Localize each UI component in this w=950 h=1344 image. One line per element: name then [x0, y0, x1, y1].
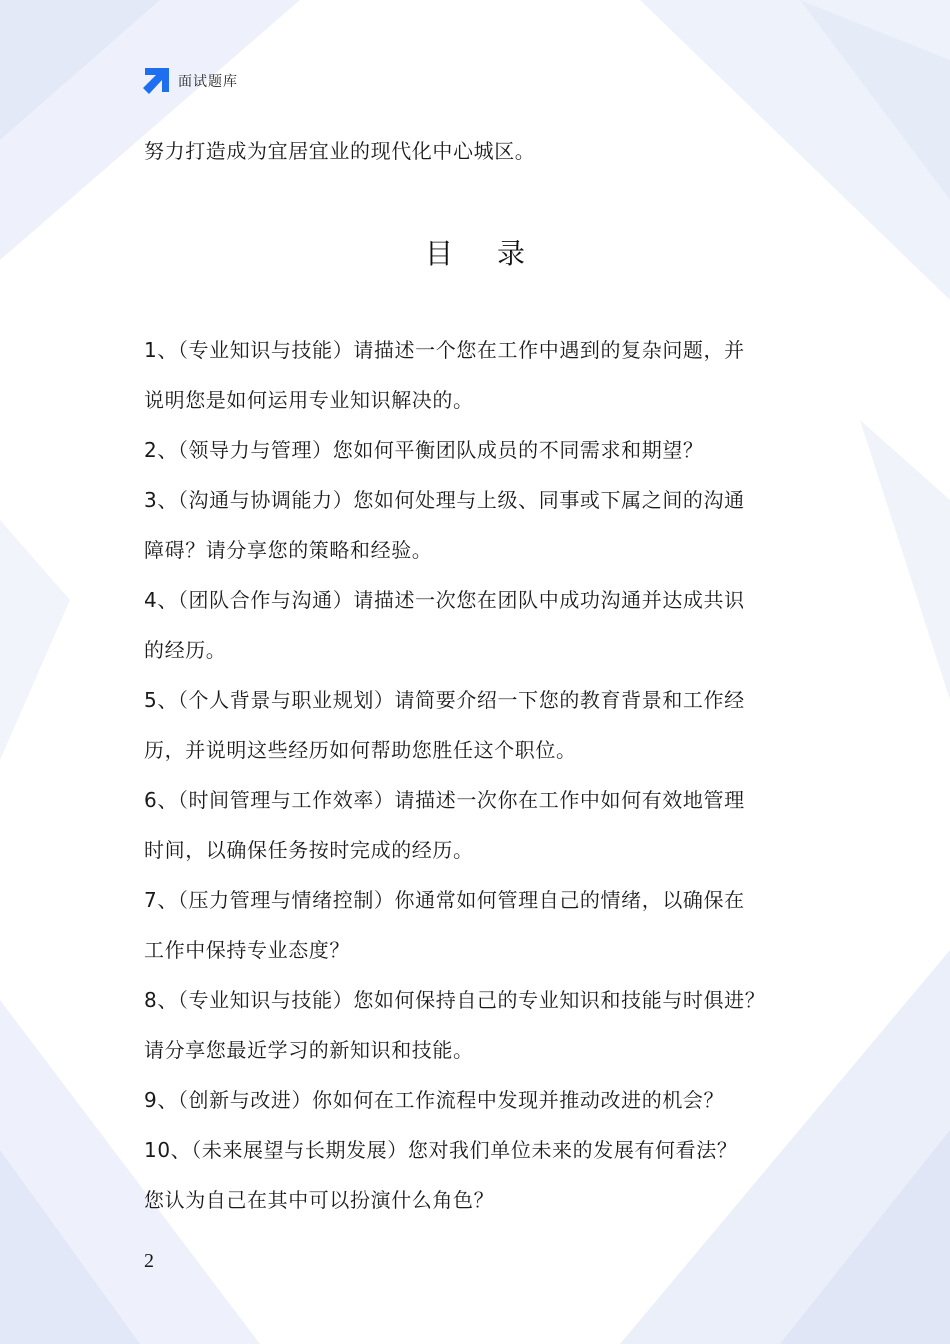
toc-line: 的经历。	[144, 638, 227, 662]
brand-name: 面试题库	[178, 74, 238, 90]
toc-line: 10、（未来展望与长期发展）您对我们单位未来的发展有何看法？	[144, 1138, 738, 1162]
toc-line: 4、（团队合作与沟通）请描述一次您在团队中成功沟通并达成共识	[144, 588, 745, 612]
toc-line: 5、（个人背景与职业规划）请简要介绍一下您的教育背景和工作经	[144, 688, 745, 712]
toc-line: 说明您是如何运用专业知识解决的。	[144, 388, 474, 412]
toc-title: 目录	[424, 237, 569, 270]
toc-line: 工作中保持专业态度？	[144, 938, 350, 962]
toc-line: 8、（专业知识与技能）您如何保持自己的专业知识和技能与时俱进？	[144, 988, 766, 1012]
toc-line: 6、（时间管理与工作效率）请描述一次你在工作中如何有效地管理	[144, 788, 745, 812]
toc-line: 历，并说明这些经历如何帮助您胜任这个职位。	[144, 738, 577, 762]
toc-line: 障碍？请分享您的策略和经验。	[144, 538, 433, 562]
toc-line: 您认为自己在其中可以扮演什么角色？	[144, 1188, 495, 1212]
toc-list	[144, 330, 834, 1230]
toc-line: 请分享您最近学习的新知识和技能。	[144, 1038, 474, 1062]
page-number: 2	[144, 1250, 154, 1272]
toc-line: 7、（压力管理与情绪控制）你通常如何管理自己的情绪，以确保在	[144, 888, 745, 912]
intro-paragraph: 努力打造成为宜居宜业的现代化中心城区。	[144, 139, 536, 163]
toc-line: 3、（沟通与协调能力）您如何处理与上级、同事或下属之间的沟通	[144, 488, 745, 512]
toc-line: 时间，以确保任务按时完成的经历。	[144, 838, 474, 862]
arrow-up-right-icon	[143, 68, 169, 94]
brand-header	[143, 68, 238, 94]
toc-line: 9、（创新与改进）你如何在工作流程中发现并推动改进的机会？	[144, 1088, 725, 1112]
toc-line: 2、（领导力与管理）您如何平衡团队成员的不同需求和期望？	[144, 438, 704, 462]
toc-line: 1、（专业知识与技能）请描述一个您在工作中遇到的复杂问题，并	[144, 338, 745, 362]
